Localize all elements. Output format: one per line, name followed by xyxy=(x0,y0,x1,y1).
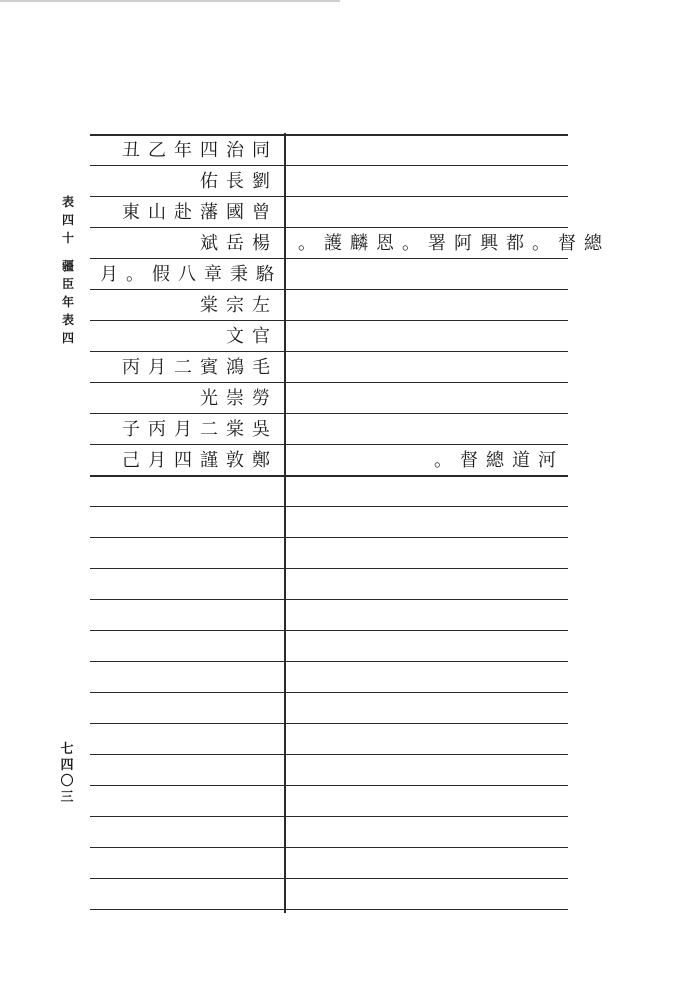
glyph: 。 xyxy=(126,264,144,285)
glyph: 鴻 xyxy=(226,357,244,378)
row-left-cell xyxy=(96,414,274,445)
glyph: 吳 xyxy=(252,419,270,440)
row-left-cell xyxy=(96,290,274,321)
side-title-char: 年 xyxy=(61,295,74,309)
glyph: 岳 xyxy=(226,233,244,254)
glyph: 都 xyxy=(506,233,524,254)
glyph: 棠 xyxy=(226,419,244,440)
ruled-line xyxy=(90,847,568,848)
glyph: 麟 xyxy=(350,233,368,254)
side-title-gap xyxy=(60,247,76,257)
side-title-char: 十 xyxy=(61,231,74,245)
glyph: 毛 xyxy=(252,357,270,378)
glyph: 治 xyxy=(226,140,244,161)
glyph: 月 xyxy=(100,264,118,285)
glyph: 月 xyxy=(148,450,166,471)
glyph: 謹 xyxy=(200,450,218,471)
glyph: 崇 xyxy=(226,388,244,409)
row-left-cell xyxy=(96,383,274,414)
glyph: 年 xyxy=(174,140,192,161)
glyph: 八 xyxy=(178,264,196,285)
glyph: 佑 xyxy=(200,171,218,192)
ruled-line xyxy=(90,785,568,786)
glyph: 。 xyxy=(532,233,550,254)
side-title xyxy=(60,193,76,347)
side-title-char: 四 xyxy=(61,331,74,345)
glyph: 督 xyxy=(460,450,478,471)
page-top-edge xyxy=(0,0,340,2)
row-left-cell xyxy=(96,197,274,228)
glyph: 勞 xyxy=(252,388,270,409)
ruled-line xyxy=(90,537,568,538)
glyph: 乙 xyxy=(148,140,166,161)
glyph: 敦 xyxy=(226,450,244,471)
row-left-cell xyxy=(96,259,274,290)
glyph: 月 xyxy=(174,419,192,440)
glyph: 護 xyxy=(324,233,342,254)
glyph: 赴 xyxy=(174,202,192,223)
glyph: 假 xyxy=(152,264,170,285)
glyph: 四 xyxy=(174,450,192,471)
glyph: 鄭 xyxy=(252,450,270,471)
glyph: 二 xyxy=(174,357,192,378)
side-title-char: 四 xyxy=(61,213,74,227)
glyph: 章 xyxy=(204,264,222,285)
glyph: 棠 xyxy=(200,295,218,316)
glyph: 劉 xyxy=(252,171,270,192)
glyph: 己 xyxy=(122,450,140,471)
row-right-cell xyxy=(294,228,602,259)
glyph: 阿 xyxy=(454,233,472,254)
glyph: 署 xyxy=(428,233,446,254)
row-left-cell xyxy=(96,321,274,352)
page-number-char: 三 xyxy=(60,790,74,805)
page-number xyxy=(58,742,76,806)
glyph: 曾 xyxy=(252,202,270,223)
glyph: 恩 xyxy=(376,233,394,254)
ruled-line xyxy=(90,816,568,817)
glyph: 東 xyxy=(122,202,140,223)
glyph: 河 xyxy=(538,450,556,471)
row-left-cell xyxy=(96,228,274,259)
glyph: 子 xyxy=(122,419,140,440)
glyph: 月 xyxy=(148,357,166,378)
glyph: 。 xyxy=(402,233,420,254)
row-left-cell xyxy=(96,445,274,476)
row-left-cell xyxy=(96,135,274,166)
glyph: 官 xyxy=(252,326,270,347)
ruled-line xyxy=(90,692,568,693)
row-right-cell xyxy=(294,445,560,476)
ruled-line xyxy=(90,661,568,662)
glyph: 同 xyxy=(252,140,270,161)
column-divider xyxy=(284,133,286,913)
glyph: 文 xyxy=(226,326,244,347)
glyph: 秉 xyxy=(230,264,248,285)
glyph: 興 xyxy=(480,233,498,254)
ruled-line xyxy=(90,723,568,724)
side-title-char: 表 xyxy=(61,313,74,327)
ruled-line xyxy=(90,754,568,755)
glyph: 四 xyxy=(200,140,218,161)
glyph: 左 xyxy=(252,295,270,316)
glyph: 山 xyxy=(148,202,166,223)
glyph: 斌 xyxy=(200,233,218,254)
glyph: 賓 xyxy=(200,357,218,378)
glyph: 長 xyxy=(226,171,244,192)
page-number-char: 四 xyxy=(60,758,74,773)
glyph: 丙 xyxy=(148,419,166,440)
row-left-cell xyxy=(96,166,274,197)
page-number-char: 七 xyxy=(60,742,74,757)
glyph: 道 xyxy=(512,450,530,471)
glyph: 國 xyxy=(226,202,244,223)
glyph: 。 xyxy=(298,233,316,254)
glyph: 總 xyxy=(486,450,504,471)
ruled-line xyxy=(90,506,568,507)
row-left-cell xyxy=(96,352,274,383)
glyph: 丙 xyxy=(122,357,140,378)
glyph: 光 xyxy=(200,388,218,409)
ruled-line xyxy=(90,878,568,879)
page-number-char: 〇 xyxy=(60,774,74,789)
glyph: 。 xyxy=(434,450,452,471)
side-title-char: 表 xyxy=(61,195,74,209)
glyph: 駱 xyxy=(256,264,274,285)
ruled-line xyxy=(90,909,568,910)
glyph: 楊 xyxy=(252,233,270,254)
side-title-char: 臣 xyxy=(61,277,74,291)
ruled-line xyxy=(90,599,568,600)
glyph: 督 xyxy=(558,233,576,254)
glyph: 丑 xyxy=(122,140,140,161)
ruled-line xyxy=(90,568,568,569)
ruled-line xyxy=(90,630,568,631)
glyph: 二 xyxy=(200,419,218,440)
glyph: 宗 xyxy=(226,295,244,316)
glyph: 總 xyxy=(584,233,602,254)
glyph: 藩 xyxy=(200,202,218,223)
side-title-char: 疆 xyxy=(61,259,74,273)
